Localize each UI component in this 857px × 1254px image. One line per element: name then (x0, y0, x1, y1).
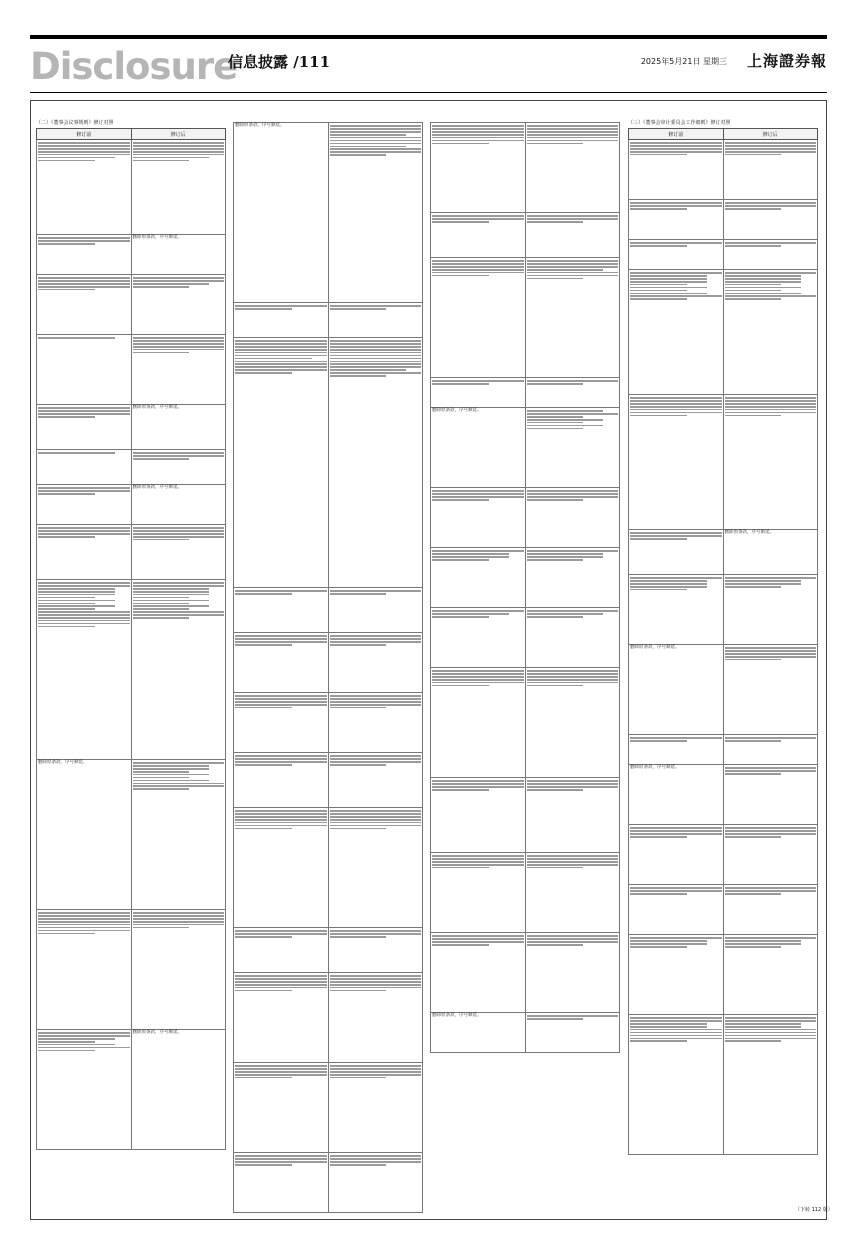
table-row (629, 645, 818, 735)
table-row (234, 808, 423, 928)
table-row (629, 530, 818, 575)
table-row (234, 303, 423, 338)
table-row (431, 258, 620, 378)
column-2 (233, 120, 423, 1213)
unchanged-note: 删除原条款，序号顺延。 (235, 123, 285, 128)
table-row (37, 760, 226, 910)
table-row (234, 928, 423, 973)
continued-note: （下转 112 版） (795, 1207, 833, 1213)
comparison-table (628, 128, 818, 1155)
table-row (234, 338, 423, 588)
table-row (234, 693, 423, 753)
table-row (234, 1153, 423, 1213)
table-row (431, 853, 620, 933)
column-1 (36, 120, 226, 1150)
table-row (37, 1030, 226, 1150)
table-row (37, 580, 226, 760)
column-3 (430, 120, 620, 1053)
table-row (234, 753, 423, 808)
unchanged-note: 删除原条款，序号顺延。 (432, 1013, 482, 1018)
table-row (629, 1015, 818, 1155)
table-row (37, 140, 226, 235)
table-row (431, 213, 620, 258)
table-row (431, 488, 620, 548)
table-caption: （三）《董事会审计委员会工作细则》修订对照 (628, 120, 731, 126)
table-row (431, 378, 620, 408)
table-row (629, 735, 818, 765)
section-title: 信息披露 /111 (228, 53, 331, 71)
table-row (629, 200, 818, 240)
table-row (37, 910, 226, 1030)
table-row (37, 405, 226, 450)
table-row (431, 778, 620, 853)
unchanged-note: 删除原条款，序号顺延。 (724, 530, 774, 535)
comparison-table (430, 122, 620, 1053)
unchanged-note: 删除原条款，序号顺延。 (132, 235, 182, 240)
table-row (37, 450, 226, 485)
table-row (629, 825, 818, 885)
issue-date: 2025年5月21日 星期三 (640, 57, 727, 66)
comparison-table (233, 122, 423, 1213)
table-row (37, 335, 226, 405)
comparison-table (36, 128, 226, 1150)
table-row (629, 575, 818, 645)
table-row (431, 123, 620, 213)
table-row (629, 140, 818, 200)
unchanged-note: 删除原条款，序号顺延。 (432, 408, 482, 413)
masthead-rule (30, 92, 827, 93)
newspaper-name: 上海證券報 (746, 52, 827, 70)
table-row (431, 1013, 620, 1053)
table-row (37, 485, 226, 525)
unchanged-note: 删除原条款，序号顺延。 (38, 760, 88, 765)
table-row (234, 1063, 423, 1153)
table-row (234, 123, 423, 303)
column-header-before: 修订前 (629, 129, 724, 140)
table-row (629, 270, 818, 395)
table-row (629, 240, 818, 270)
table-row (629, 935, 818, 1015)
table-row (431, 668, 620, 778)
disclosure-wordmark: Disclosure (30, 45, 238, 88)
column-4 (628, 120, 818, 1155)
masthead (30, 46, 827, 88)
table-row (629, 395, 818, 530)
top-rule (30, 35, 827, 39)
unchanged-note: 删除原条款，序号顺延。 (132, 1030, 182, 1035)
column-header-after: 修订后 (723, 129, 818, 140)
table-row (629, 885, 818, 935)
unchanged-note: 删除原条款，序号顺延。 (630, 645, 680, 650)
table-row (629, 765, 818, 825)
unchanged-note: 删除原条款，序号顺延。 (630, 765, 680, 770)
column-header-before: 修订前 (37, 129, 132, 140)
table-row (37, 525, 226, 580)
unchanged-note: 删除原条款，序号顺延。 (132, 485, 182, 490)
table-row (431, 548, 620, 608)
table-row (234, 973, 423, 1063)
table-row (234, 633, 423, 693)
table-caption: （二）《董事会议事规则》修订对照 (36, 120, 114, 126)
unchanged-note: 删除原条款，序号顺延。 (132, 405, 182, 410)
table-row (234, 588, 423, 633)
table-row (431, 408, 620, 488)
table-row (431, 608, 620, 668)
column-header-after: 修订后 (131, 129, 226, 140)
table-row (37, 275, 226, 335)
table-row (37, 235, 226, 275)
table-row (431, 933, 620, 1013)
